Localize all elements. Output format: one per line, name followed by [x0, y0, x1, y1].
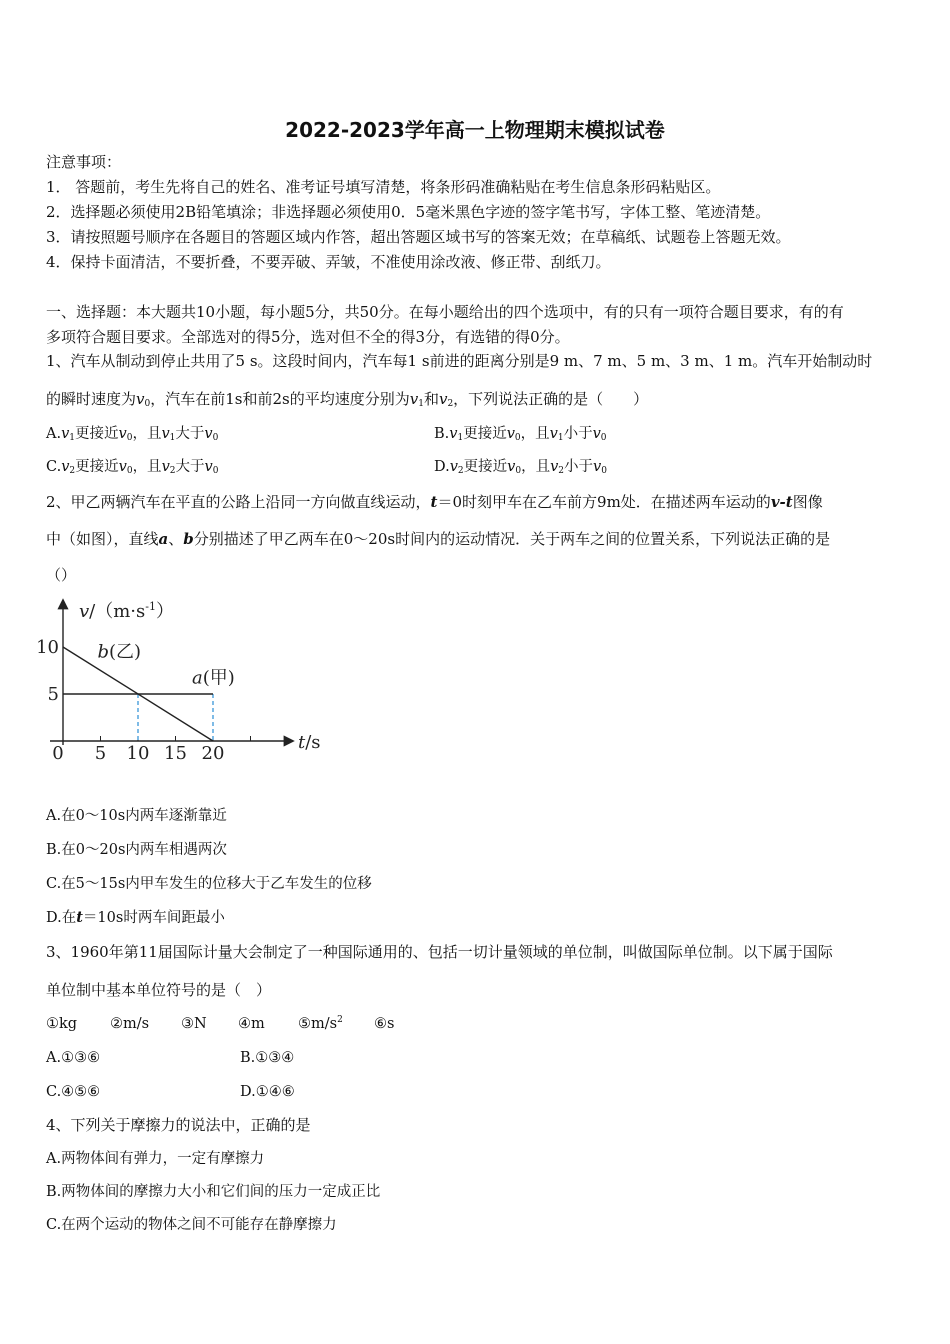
x-tick-label: 15: [164, 743, 187, 764]
q3-unit: $⑤m/s^2$: [298, 1015, 343, 1032]
q1-option-a: $A.v_1$更接近$v_0$，且$v_1$大于$v_0$: [46, 426, 219, 443]
q4-option-a: A.两物体间有弹力，一定有摩擦力: [46, 1151, 265, 1167]
q1-option-b: $B.v_1$更接近$v_0$，且$v_1$小于$v_0$: [434, 426, 607, 443]
y-tick-label: 10: [36, 637, 59, 658]
y-axis-label: $v/(m\cdot s^{-1})$: [79, 600, 174, 622]
q2-option-a: A.在0～10s内两车逐渐靠近: [46, 808, 227, 824]
section-intro: 一、选择题：本大题共10小题，每小题5分，共50分。在每小题给出的四个选项中，有的只有一项符合题目要求，有的有: [46, 303, 844, 321]
q2-option-c: C.在5～15s内甲车发生的位移大于乙车发生的位移: [46, 876, 372, 892]
q3-option-b: B.①③④: [240, 1050, 295, 1066]
q2-stem-line2: 中（如图），直线a、b分别描述了甲乙两车在0～20s时间内的运动情况．关于两车之间的位置关系，下列说法正确的是: [46, 530, 831, 548]
notice-item: 1． 答题前，考生先将自己的姓名、准考证号填写清楚，将条形码准确粘贴在考生信息条形码粘贴区。: [46, 178, 721, 196]
x-tick-label: 5: [94, 743, 107, 764]
q4-option-b: B.两物体间的摩擦力大小和它们间的压力一定成正比: [46, 1184, 381, 1200]
q4-stem: 4、下列关于摩擦力的说法中，正确的是: [46, 1116, 311, 1134]
q3-stem-line1: 3、1960年第11届国际计量大会制定了一种国际通用的、包括一切计量领域的单位制，叫做国际单位制。以下属于国际: [46, 943, 833, 961]
x-axis-label: t/s: [298, 732, 321, 753]
q2-stem-line3: （）: [46, 566, 77, 584]
q3-option-a: A.①③⑥: [46, 1050, 101, 1066]
x-tick-label: 10: [126, 743, 150, 764]
notice-heading: 注意事项：: [46, 153, 122, 171]
series-a-label: a(甲): [192, 667, 235, 689]
vt-graph: [36, 595, 340, 775]
section-intro: 多项符合题目要求。全部选对的得5分，选对但不全的得3分，有选错的得0分。: [46, 328, 570, 346]
notice-item: 2．选择题必须使用2B铅笔填涂；非选择题必须使用0．5毫米黑色字迹的签字笔书写，字体工整、笔迹清楚。: [46, 203, 771, 221]
q2-option-d: D.在t＝10s时两车间距最小: [46, 909, 225, 926]
notice-item: 3．请按照题号顺序在各题目的答题区域内作答，超出答题区域书写的答案无效；在草稿纸、试题卷上答题无效。: [46, 228, 791, 246]
q3-unit: ①kg: [46, 1016, 78, 1032]
notice-item: 4．保持卡面清洁，不要折叠，不要弄破、弄皱，不准使用涂改液、修正带、刮纸刀。: [46, 253, 611, 271]
q2-option-b: B.在0～20s内两车相遇两次: [46, 842, 227, 858]
x-tick-label: 20: [201, 743, 225, 764]
q3-unit: ③N: [181, 1016, 207, 1032]
q3-unit: ②m/s: [110, 1016, 150, 1032]
origin-label: 0: [52, 743, 64, 764]
q3-unit: ④m: [238, 1016, 265, 1032]
q1-stem-line2: 的瞬时速度为$v_0$，汽车在前1s和前2s的平均速度分别为$v_1$和$v_2$，下列说法正确的是（ ）: [46, 390, 649, 409]
y-tick-label: 5: [47, 684, 59, 705]
q4-option-c: C.在两个运动的物体之间不可能存在静摩擦力: [46, 1217, 337, 1233]
q1-option-c: $C.v_2$更接近$v_0$，且$v_2$大于$v_0$: [46, 459, 219, 476]
q2-stem-line1: 2、甲乙两辆汽车在平直的公路上沿同一方向做直线运动，t＝0时刻甲车在乙车前方9m处．在描述两车运动的v-t图像: [46, 493, 823, 511]
q1-stem-line1: 1、汽车从制动到停止共用了5 s。这段时间内，汽车每1 s前进的距离分别是9 m、7 m、5 m、3 m、1 m。汽车开始制动时: [46, 352, 873, 370]
q3-unit: ⑥s: [374, 1016, 395, 1032]
q3-option-d: D.①④⑥: [240, 1084, 295, 1100]
q3-stem-line2: 单位制中基本单位符号的是（ ）: [46, 981, 272, 999]
page-title: 2022-2023学年高一上物理期末模拟试卷: [285, 118, 665, 142]
series-b-label: b(乙): [97, 641, 142, 663]
q1-option-d: $D.v_2$更接近$v_0$，且$v_2$小于$v_0$: [434, 459, 607, 476]
q3-option-c: C.④⑤⑥: [46, 1084, 101, 1100]
